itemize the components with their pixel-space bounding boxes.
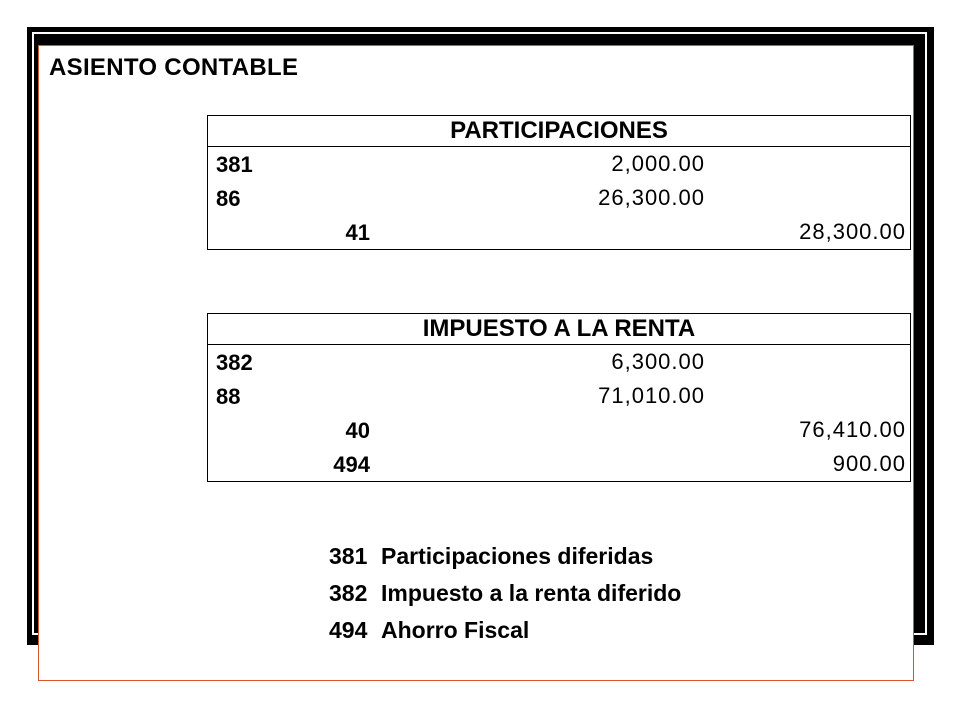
ledger-row — [208, 181, 910, 215]
legend-item — [329, 612, 681, 649]
ledger-row — [208, 345, 910, 379]
credit-amount: 28,300.00 — [799, 219, 906, 244]
account-code: 381 — [216, 152, 253, 177]
ledger-header: PARTICIPACIONES — [208, 116, 910, 147]
legend-item — [329, 538, 681, 575]
ledger-row — [208, 447, 910, 481]
account-code: 382 — [216, 350, 253, 375]
ledger-participaciones — [207, 115, 911, 250]
debit-amount: 6,300.00 — [611, 349, 705, 374]
ledger-impuesto-renta — [207, 313, 911, 482]
legend-description: Ahorro Fiscal — [381, 617, 530, 643]
account-code: 494 — [333, 452, 370, 477]
credit-amount: 900.00 — [832, 451, 906, 476]
ledger-row — [208, 215, 910, 249]
account-legend — [329, 538, 681, 649]
legend-code: 382 — [329, 580, 368, 606]
account-code: 86 — [216, 186, 241, 211]
legend-code: 381 — [329, 543, 368, 569]
ledger-row — [208, 379, 910, 413]
legend-description: Impuesto a la renta diferido — [381, 580, 682, 606]
debit-amount: 71,010.00 — [598, 383, 705, 408]
debit-amount: 26,300.00 — [598, 185, 705, 210]
credit-amount: 76,410.00 — [799, 417, 906, 442]
legend-description: Participaciones diferidas — [381, 543, 654, 569]
account-code: 88 — [216, 384, 241, 409]
ledger-header: IMPUESTO A LA RENTA — [208, 314, 910, 345]
legend-code: 494 — [329, 617, 368, 643]
account-code: 40 — [345, 418, 370, 443]
slide-content — [38, 45, 914, 681]
ledger-row — [208, 413, 910, 447]
account-code: 41 — [345, 220, 370, 245]
debit-amount: 2,000.00 — [611, 151, 705, 176]
legend-item — [329, 575, 681, 612]
ledger-row — [208, 147, 910, 181]
page-title: ASIENTO CONTABLE — [49, 54, 299, 81]
